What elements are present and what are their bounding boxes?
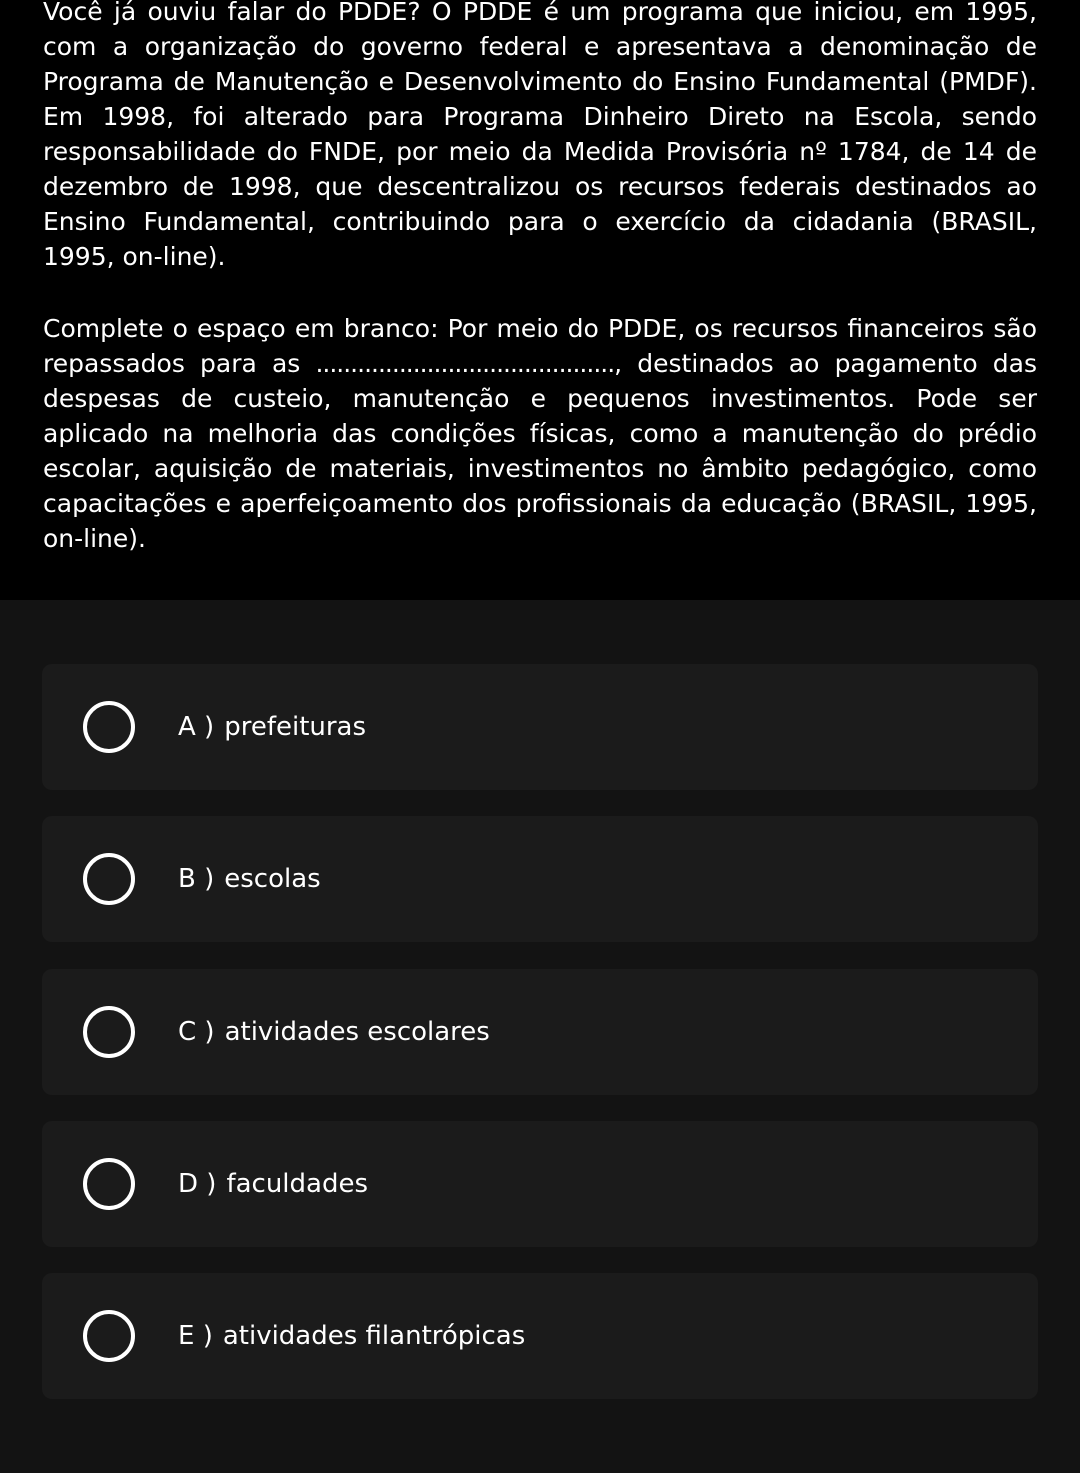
option-e-label	[178, 1317, 525, 1355]
answer-options	[0, 600, 1080, 1473]
option-c-label	[178, 1013, 490, 1051]
option-text: atividades escolares	[224, 1017, 490, 1047]
option-letter: A )	[178, 712, 215, 742]
option-c[interactable]	[42, 969, 1038, 1095]
option-d[interactable]	[42, 1121, 1038, 1247]
radio-circle-icon[interactable]	[83, 1006, 135, 1058]
option-a-label	[178, 708, 366, 746]
option-letter: D )	[178, 1169, 217, 1199]
option-letter: C )	[178, 1017, 215, 1047]
option-a[interactable]	[42, 664, 1038, 790]
option-text: faculdades	[226, 1169, 369, 1199]
prompt-after-blank: , destinados ao pagamento das despesas de custeio, manutenção e pequenos investimentos. Pode ser aplicado na melhoria das condições físicas, como a manutenção do prédio escolar, aquisição de materiais, investimentos no âmbito pedagógico, como capacitações e aperfeiçoamento dos profissionais da educação (BRASIL, 1995, on-line).	[43, 349, 1037, 553]
option-text: escolas	[224, 864, 321, 894]
option-text: atividades filantrópicas	[222, 1321, 526, 1351]
option-d-label	[178, 1165, 368, 1203]
radio-circle-icon[interactable]	[83, 1158, 135, 1210]
radio-circle-icon[interactable]	[83, 1310, 135, 1362]
option-letter: E )	[178, 1321, 213, 1351]
option-text: prefeituras	[224, 712, 367, 742]
option-b-label	[178, 860, 321, 898]
answer-blank: ...........................................	[315, 349, 615, 378]
radio-circle-icon[interactable]	[83, 701, 135, 753]
radio-circle-icon[interactable]	[83, 853, 135, 905]
option-e[interactable]	[42, 1273, 1038, 1399]
question-prompt	[43, 311, 1037, 556]
option-letter: B )	[178, 864, 215, 894]
question-area	[0, 0, 1080, 600]
prompt-before-blank: Complete o espaço em branco: Por meio do PDDE, os recursos financeiros são repassados para as	[43, 314, 1037, 378]
question-intro: Você já ouviu falar do PDDE? O PDDE é um programa que iniciou, em 1995, com a organização do governo federal e apresentava a denominação de Programa de Manutenção e Desenvolvimento do Ensino Fundamental (PMDF). Em 1998, foi alterado para Programa Dinheiro Direto na Escola, sendo responsabilidade do FNDE, por meio da Medida Provisória nº 1784, de 14 de dezembro de 1998, que descentralizou os recursos federais destinados ao Ensino Fundamental, contribuindo para o exercício da cidadania (BRASIL, 1995, on-line).	[43, 0, 1037, 271]
option-b[interactable]	[42, 816, 1038, 942]
